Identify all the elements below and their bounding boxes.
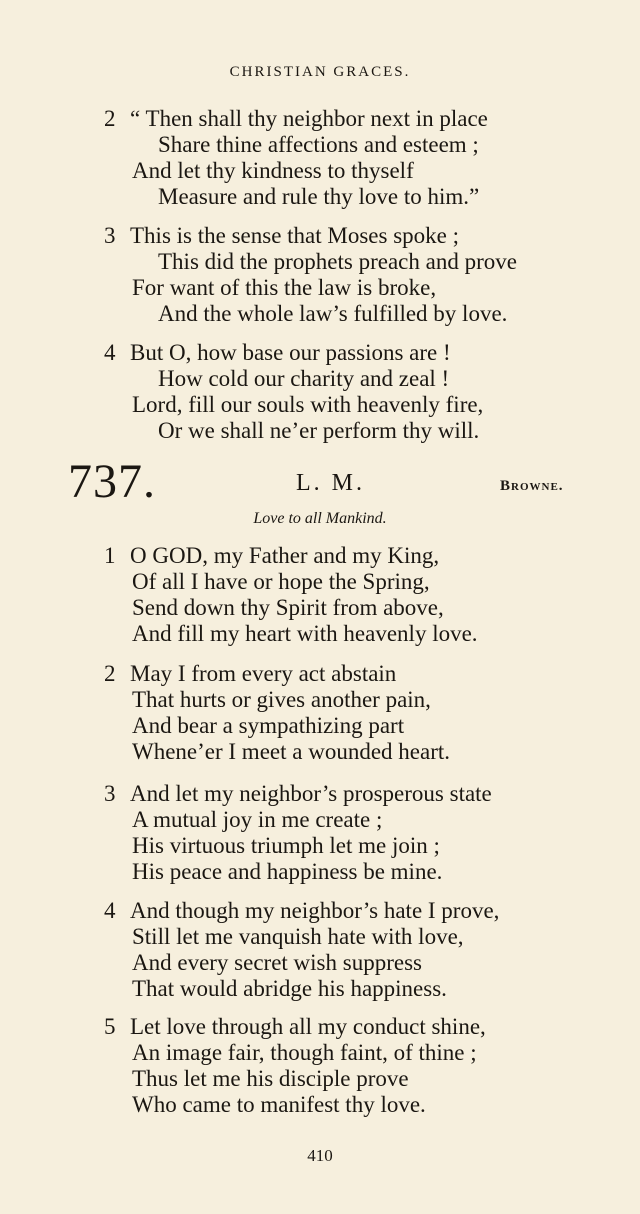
stanza-line: An image fair, though faint, of thine ; <box>132 1040 477 1065</box>
stanza-number: 4 <box>104 340 116 365</box>
stanza-number: 3 <box>104 781 116 806</box>
stanza-line: “ Then shall thy neighbor next in place <box>130 106 488 131</box>
stanza-number: 4 <box>104 898 116 923</box>
stanza-line: That hurts or gives another pain, <box>132 687 431 712</box>
stanza-line: Whene’er I meet a wounded heart. <box>132 739 451 764</box>
stanza-line: Share thine affections and esteem ; <box>158 132 479 157</box>
stanza-line: May I from every act abstain <box>130 661 397 686</box>
stanza-line: This did the prophets preach and prove <box>158 249 517 274</box>
stanza-line: For want of this the law is broke, <box>132 275 437 300</box>
stanza-line: How cold our charity and zeal ! <box>158 366 450 391</box>
running-head: CHRISTIAN GRACES. <box>229 64 411 80</box>
stanza-line: Thus let me his disciple prove <box>132 1066 409 1091</box>
stanza-line: Send down thy Spirit from above, <box>132 595 444 620</box>
stanza-line: Lord, fill our souls with heavenly fire, <box>132 392 484 417</box>
stanza-line: And though my neighbor’s hate I prove, <box>130 898 500 923</box>
stanza-number: 5 <box>104 1014 116 1039</box>
hymn-meter: L. M. <box>296 470 365 496</box>
stanza-line: That would abridge his happiness. <box>132 976 447 1001</box>
stanza-line: And the whole law’s fulfilled by love. <box>158 301 508 326</box>
stanza-line: And let thy kindness to thyself <box>132 158 414 183</box>
hymn-number: 737. <box>68 455 156 508</box>
stanza-line: O GOD, my Father and my King, <box>130 543 440 568</box>
stanza-line: Or we shall ne’er perform thy will. <box>158 418 480 443</box>
stanza-line: His virtuous triumph let me join ; <box>132 833 440 858</box>
stanza-line: This is the sense that Moses spoke ; <box>130 223 459 248</box>
stanza-number: 1 <box>104 543 116 568</box>
hymn-composer: Browne. <box>500 478 564 494</box>
stanza-line: Who came to manifest thy love. <box>132 1092 426 1117</box>
stanza-line: And let my neighbor’s prosperous state <box>130 781 492 806</box>
stanza-line: Of all I have or hope the Spring, <box>132 569 430 594</box>
stanza-number: 3 <box>104 223 116 248</box>
stanza-number: 2 <box>104 661 116 686</box>
stanza-line: And bear a sympathizing part <box>132 713 405 738</box>
stanza-line: And every secret wish suppress <box>132 950 422 975</box>
hymn-subtitle: Love to all Mankind. <box>253 510 387 527</box>
page-number: 410 <box>307 1146 333 1165</box>
stanza-line: And fill my heart with heavenly love. <box>132 621 478 646</box>
stanza-line: Let love through all my conduct shine, <box>130 1014 486 1039</box>
stanza-line: His peace and happiness be mine. <box>132 859 443 884</box>
stanza-line: A mutual joy in me create ; <box>132 807 383 832</box>
stanza-number: 2 <box>104 106 116 131</box>
stanza-line: But O, how base our passions are ! <box>130 340 451 365</box>
stanza-line: Measure and rule thy love to him.” <box>158 184 480 209</box>
stanza-line: Still let me vanquish hate with love, <box>132 924 464 949</box>
